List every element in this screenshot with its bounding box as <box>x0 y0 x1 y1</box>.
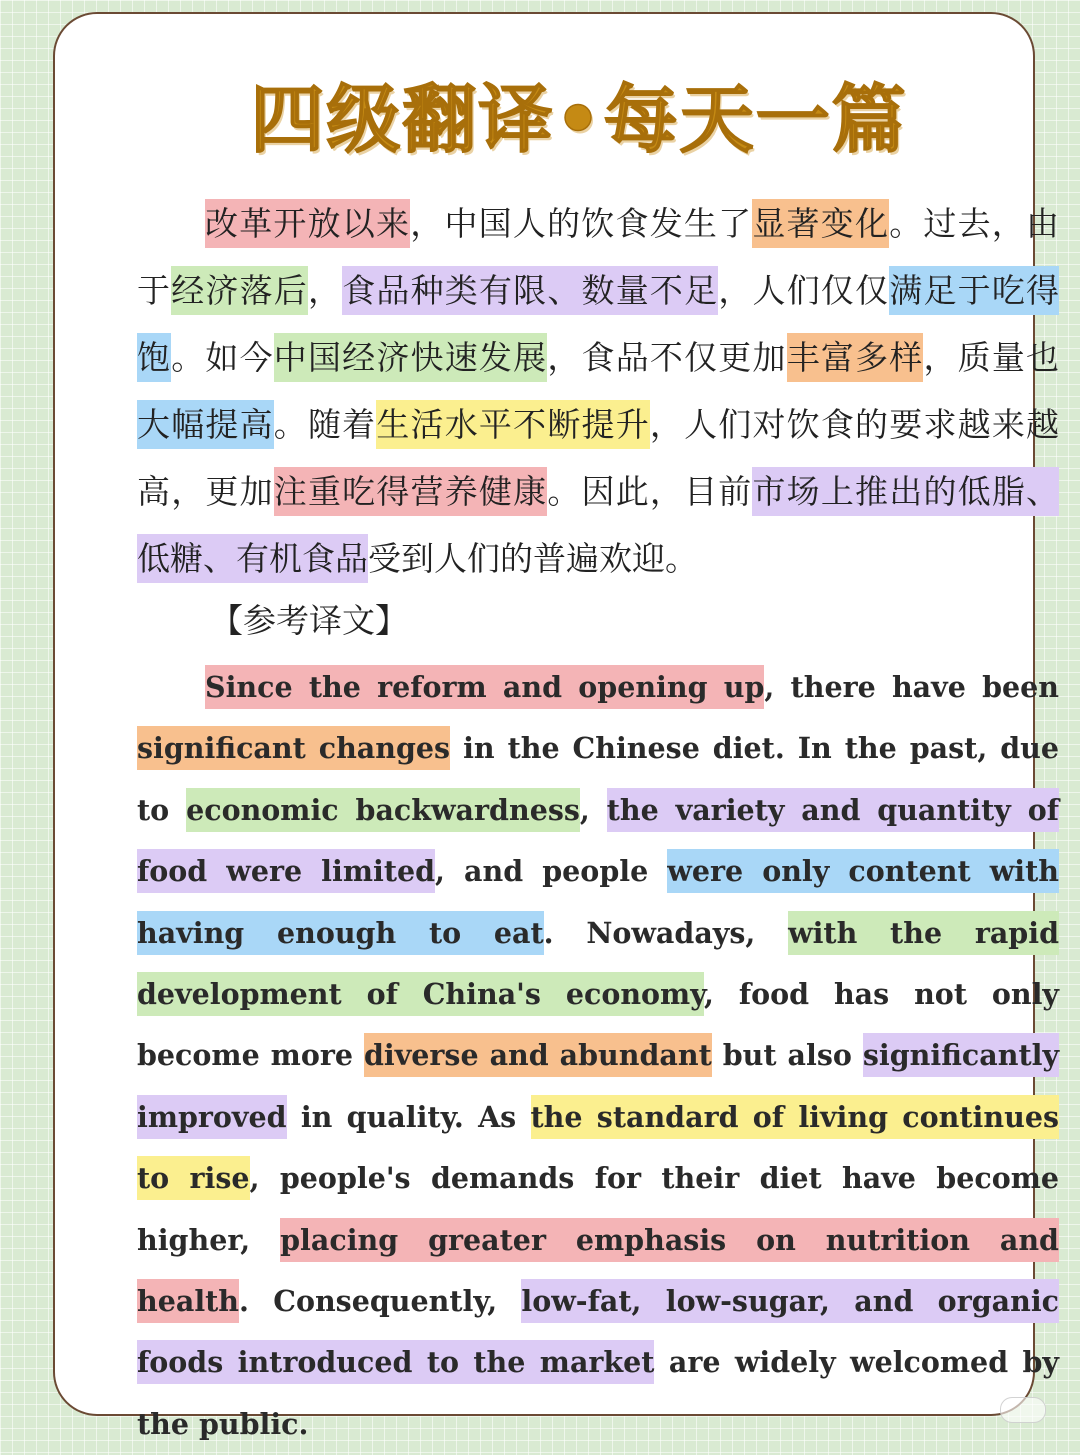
passage-text: 。随着 <box>273 405 377 444</box>
passage-text: ， <box>307 271 343 310</box>
passage-text: , people's demands for their diet have become higher, <box>137 1161 1059 1257</box>
highlight-phrase: significant changes <box>137 726 450 770</box>
passage-text: in the Chinese diet. In the past, due to <box>137 731 1059 827</box>
passage-text: . Nowadays, <box>543 915 789 950</box>
highlight-phrase: the standard of living continues to rise <box>137 1095 1059 1200</box>
highlight-phrase: 中国经济快速发展 <box>274 333 548 382</box>
highlight-phrase: 经济落后 <box>171 266 308 315</box>
passage-text: but also <box>711 1038 863 1073</box>
highlight-phrase: with the rapid development of China's economy <box>137 911 1059 1016</box>
highlight-phrase: 生活水平不断提升 <box>376 400 650 449</box>
passage-text: ，质量也 <box>923 338 1060 377</box>
highlight-phrase: 食品种类有限、数量不足 <box>342 266 718 315</box>
highlight-phrase: placing greater emphasis on nutrition and health <box>137 1218 1059 1323</box>
passage-text: ，人们对饮食的要求越来越高，更加 <box>137 405 1060 511</box>
highlight-phrase: significantly improved <box>137 1033 1059 1138</box>
content-card <box>53 12 1060 1441</box>
highlight-phrase: Since the reform and opening up <box>205 665 764 709</box>
passage-text: , there have been <box>764 670 1059 704</box>
highlight-phrase: diverse and abundant <box>364 1033 712 1077</box>
english-passage <box>137 657 1059 1455</box>
passage-text: . Consequently, <box>239 1284 522 1319</box>
highlight-phrase: low-fat, low-sugar, and organic foods introduced to the market <box>137 1279 1059 1384</box>
passage-text: ，食品不仅更加 <box>547 338 787 377</box>
watermark-logo <box>1000 1397 1046 1423</box>
chinese-passage <box>137 190 1059 592</box>
passage-text: , <box>579 792 607 827</box>
passage-text: in quality. As <box>286 1099 531 1134</box>
highlight-phrase: 丰富多样 <box>787 333 924 382</box>
passage-text: 。过去，由于 <box>137 204 1060 310</box>
highlight-phrase: economic backwardness <box>186 788 580 832</box>
passage-text: , food has not only become more <box>137 977 1059 1073</box>
passage-text: ，人们仅仅 <box>718 271 890 310</box>
passage-text: 。因此，目前 <box>547 472 753 511</box>
highlight-phrase: 注重吃得营养健康 <box>274 467 548 516</box>
highlight-phrase: 大幅提高 <box>137 400 274 449</box>
highlight-phrase: 显著变化 <box>752 199 889 248</box>
highlight-phrase: 满足于吃得饱 <box>137 266 1059 382</box>
passage-text: , and people <box>435 854 668 889</box>
page-title: 四级翻译•每天一篇 <box>250 77 908 163</box>
highlight-phrase: were only content with having enough to eat <box>137 849 1059 954</box>
passage-text: are widely welcomed by the public. <box>137 1345 1059 1441</box>
reference-translation-label: 【参考译文】 <box>210 601 408 640</box>
highlight-phrase: 改革开放以来 <box>205 199 410 248</box>
passage-text: 受到人们的普遍欢迎。 <box>368 539 698 578</box>
highlight-phrase: the variety and quantity of food were limited <box>137 788 1059 893</box>
passage-text: 。如今 <box>171 338 274 377</box>
highlight-phrase: 市场上推出的低脂、低糖、有机食品 <box>137 467 1059 583</box>
passage-text: ，中国人的饮食发生了 <box>410 204 753 243</box>
